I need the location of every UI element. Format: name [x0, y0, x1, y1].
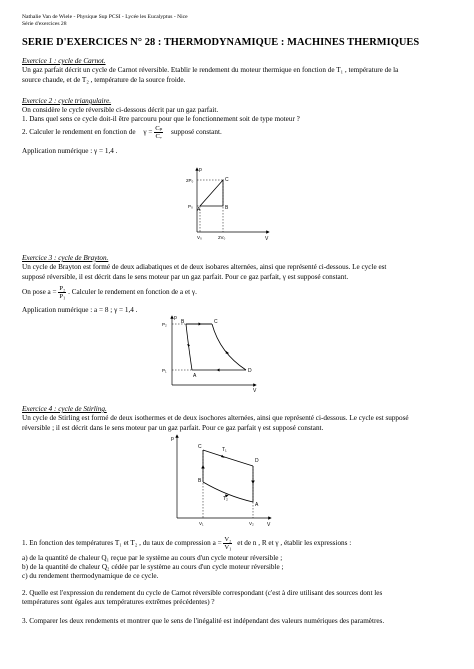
brayton-cycle-diagram	[160, 313, 260, 393]
label-p1: P₁	[162, 368, 167, 373]
point-b: B	[225, 205, 229, 211]
exercise-4-question-2-line1: 2. Quelle est l'expression du rendement du cycle de Carnot réversible correspondant (c'est à dire utilisant des sources dont les	[22, 589, 383, 597]
question-1-start: 1. En fonction des températures T₁ et T₂ , du taux de compression a =	[22, 539, 222, 548]
point-a: A	[193, 373, 197, 379]
label-v0: V₀	[197, 235, 202, 240]
fraction-denominator: Cᵥ	[155, 133, 162, 140]
fraction-denominator: P₁	[59, 293, 66, 300]
exercise-4-question-1	[22, 536, 351, 551]
exercise-4-text-line1: Un cycle de Stirling est formé de deux isothermes et de deux isochores alternées, ainsi que représenté ci-dessous. Le cycle est supposé	[22, 414, 409, 422]
label-t1: T₁	[222, 447, 227, 453]
point-c: C	[214, 319, 218, 325]
question-1-end: et de n , R et γ , établir les expressions :	[237, 539, 352, 548]
point-d: D	[255, 458, 259, 464]
fraction-numerator: V₂	[224, 536, 232, 543]
fraction-numerator: Cₚ	[155, 125, 163, 132]
exercise-2-intro: On considère le cycle réversible ci-dessous décrit par un gaz parfait.	[22, 106, 219, 114]
label-2v0: 2V₀	[218, 235, 226, 240]
compression-ratio-fraction	[223, 536, 232, 551]
triangle-cycle	[200, 180, 223, 206]
p-axis-label: p	[174, 315, 177, 321]
exercise-1-text-line1: Un gaz parfait décrit un cycle de Carnot réversible. Etablir le rendement du moteur thermique en fonction de T₁ , température de la	[22, 66, 399, 74]
stirling-cycle-diagram	[165, 432, 275, 532]
exercise-4-item-a: a) de la quantité de chaleur Q₁ reçue par le système au cours d'un cycle moteur réversible ;	[22, 554, 283, 562]
gamma-fraction	[154, 125, 163, 140]
p-axis-label: p	[199, 167, 202, 173]
header-line-1: Nathalie Van de Wiele - Physique Sup PCSI - Lycée les Eucalyptus - Nice	[22, 14, 188, 20]
adiabat-a-b	[186, 324, 192, 370]
exercise-1-text-line2: source chaude, et de T₂ , température de la source froide.	[22, 76, 186, 84]
label-p2: P₂	[162, 322, 167, 327]
exercise-3-text-line1: Un cycle de Brayton est formé de deux adiabatiques et de deux isobares alternées, ainsi que représenté ci-dessous. Le cycle est	[22, 263, 387, 271]
point-b: B	[181, 319, 185, 325]
point-d: D	[248, 368, 252, 374]
point-a: A	[197, 207, 201, 213]
exercise-4-text-line2: réversible ; il est décrit dans le sens moteur par un gaz parfait. Pour ce gaz parfait γ est supposé constant.	[22, 424, 324, 432]
label-p0: P₀	[188, 204, 193, 209]
exercise-4-heading: Exercice 4 : cycle de Stirling.	[22, 405, 107, 413]
fraction-denominator: V₁	[224, 544, 232, 551]
exercise-2-application: Application numérique : γ = 1,4 .	[22, 147, 118, 155]
label-v2: V₂	[249, 521, 254, 526]
triangular-cycle-diagram	[185, 164, 275, 246]
v-axis-label: V	[267, 522, 271, 528]
exercise-4-question-2-line2: températures sont égales aux températures extrêmes précédentes) ?	[22, 598, 215, 606]
gamma-symbol: γ =	[143, 128, 153, 137]
p-axis-label: p	[171, 436, 174, 442]
v-axis-label: V	[253, 388, 257, 393]
header-line-2: Série d'exercices 28	[22, 21, 67, 27]
page-title: SERIE D'EXERCICES N° 28 : THERMODYNAMIQUE : MACHINES THERMIQUES	[22, 37, 420, 48]
exercise-1-heading: Exercice 1 : cycle de Carnot.	[22, 57, 106, 65]
label-t2: T₂	[223, 496, 228, 502]
point-a: A	[255, 502, 259, 508]
exercise-4-item-c: c) du rendement thermodynamique de ce cycle.	[22, 572, 159, 580]
point-c: C	[225, 177, 229, 183]
pose-start: On pose a =	[22, 288, 57, 297]
pose-end: . Calculer le rendement en fonction de a et γ.	[68, 288, 197, 297]
label-v1: V₁	[199, 521, 204, 526]
adiabat-c-d	[212, 324, 246, 370]
v-axis-label: V	[265, 236, 269, 242]
pressure-ratio-fraction	[58, 285, 66, 300]
exercise-2-question-1: 1. Dans quel sens ce cycle doit-il être parcouru pour que le fonctionnement soit de type moteur ?	[22, 115, 300, 123]
exercise-2-heading: Exercice 2 : cycle triangulaire.	[22, 97, 112, 105]
label-2p0: 2P₀	[186, 178, 194, 183]
isotherm-t2-a-b	[203, 482, 253, 502]
question-2-start: 2. Calculer le rendement en fonction de	[22, 128, 136, 137]
exercise-3-application: Application numérique : a = 8 ; γ = 1,4 .	[22, 306, 138, 314]
exercise-3-heading: Exercice 3 : cycle de Brayton.	[22, 254, 109, 262]
exercise-4-question-3: 3. Comparer les deux rendements et montrer que le sens de l'inégalité est indépendant des valeurs numériques des paramètres.	[22, 617, 385, 625]
point-b: B	[198, 478, 202, 484]
exercise-4-item-b: b) de la quantité de chaleur Q₂ cédée par le système au cours d'un cycle moteur réversible ;	[22, 563, 284, 571]
point-c: C	[198, 444, 202, 450]
isotherm-t1-c-d	[203, 450, 253, 466]
fraction-numerator: P₂	[59, 285, 66, 292]
question-2-end: supposé constant.	[171, 128, 222, 137]
exercise-3-text-line2: supposé réversible, il est décrit dans le sens moteur par un gaz parfait. Pour ce gaz parfait, γ est supposé constant.	[22, 273, 349, 281]
exercise-2-question-2	[22, 125, 222, 140]
exercise-3-pose	[22, 285, 197, 300]
